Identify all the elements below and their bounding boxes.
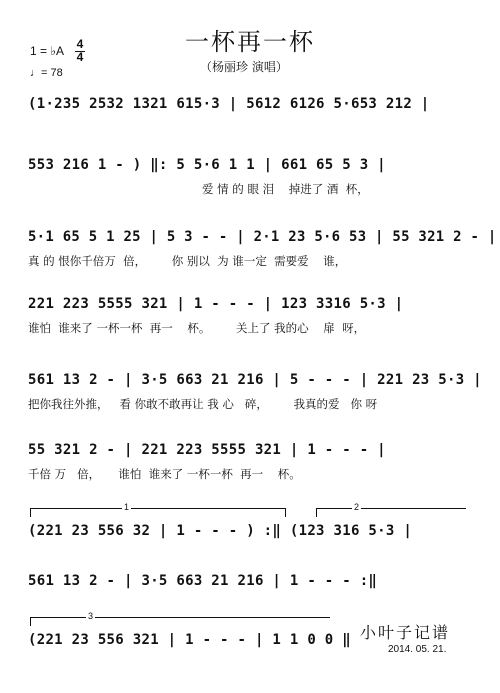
volta-bracket-2 <box>316 502 466 512</box>
singer-credit: （杨丽珍 演唱） <box>200 60 288 74</box>
transcription-date: 2014. 05. 21. <box>388 644 447 655</box>
key-signature: 1 = ♭A <box>30 44 65 58</box>
volta-bracket-1 <box>30 502 286 512</box>
score-line-9-notes: (221 23 556 321 | 1 - - - | 1 1 0 0 ‖ <box>28 632 351 648</box>
score-line-4-lyrics: 谁怕 谁来了 一杯一杯 再一 杯。 关上了 我的心 扉 呀， <box>28 321 366 335</box>
score-line-3-notes: 5·1 65 5 1 25 | 5 3 - - | 2·1 23 5·6 53 | 55 321 2 - | <box>28 229 497 245</box>
volta-label-1: 1 <box>124 502 130 512</box>
score-line-6-lyrics: 千倍 万 倍， 谁怕 谁来了 一杯一杯 再一 杯。 <box>28 467 301 481</box>
score-line-2-lyrics: 爱 情 的 眼 泪 掉进了 酒 杯， <box>202 182 369 196</box>
song-title: 一杯再一杯 <box>185 28 315 56</box>
time-signature <box>74 39 86 63</box>
score-line-5-notes: 561 13 2 - | 3·5 663 21 216 | 5 - - - | 221 23 5·3 | <box>28 372 482 388</box>
volta-bracket-3 <box>30 611 330 621</box>
score-line-3-lyrics: 真 的 恨你千倍万 倍， 你 别以 为 谁一定 需要爱 谁， <box>28 254 347 268</box>
score-line-1-notes: (1·235 2532 1321 615·3 | 5612 6126 5·653 212 | <box>28 96 430 112</box>
time-signature-bottom: 4 <box>76 50 84 64</box>
transcriber-signature: 小叶子记谱 <box>360 623 451 642</box>
volta-label-2: 2 <box>354 502 360 512</box>
score-line-4-notes: 221 223 5555 321 | 1 - - - | 123 3316 5·3 | <box>28 296 404 312</box>
volta-label-3: 3 <box>88 611 94 621</box>
tempo-marking: ♩= 78 <box>30 67 63 79</box>
score-line-8-notes: 561 13 2 - | 3·5 663 21 216 | 1 - - - :‖ <box>28 573 378 589</box>
score-line-7-notes: (221 23 556 32 | 1 - - - ) :‖ (123 316 5·3 | <box>28 523 413 539</box>
score-line-5-lyrics: 把你我往外推， 看 你敢不敢再让 我 心 碎， 我真的爱 你 呀 <box>28 397 378 411</box>
time-signature-top: 4 <box>76 37 84 51</box>
score-line-6-notes: 55 321 2 - | 221 223 5555 321 | 1 - - - | <box>28 442 386 458</box>
score-line-2-notes: 553 216 1 - ) ‖: 5 5·6 1 1 | 661 65 5 3 | <box>28 157 386 173</box>
